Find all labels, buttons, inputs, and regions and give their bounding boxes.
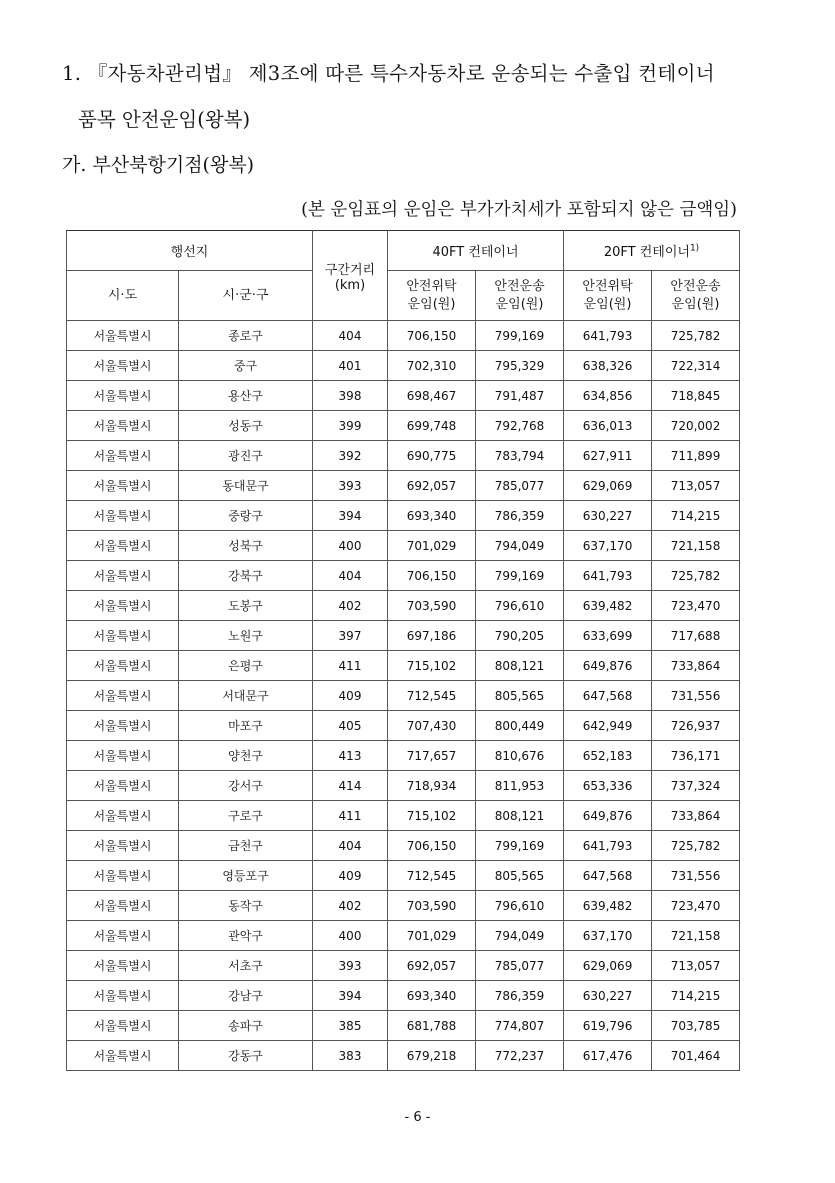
cell-20ft-consign: 641,793 (564, 831, 652, 861)
table-row (67, 561, 740, 591)
cell-20ft-consign: 637,170 (564, 921, 652, 951)
cell-20ft-consign: 637,170 (564, 531, 652, 561)
cell-40ft-consign: 712,545 (388, 681, 476, 711)
table-row (67, 411, 740, 441)
header-consign-l2: 운임(원) (583, 296, 632, 312)
cell-sigungu: 서대문구 (179, 681, 313, 711)
page-number: - 6 - (404, 1110, 431, 1125)
cell-sido: 서울특별시 (67, 921, 179, 951)
cell-sido: 서울특별시 (67, 681, 179, 711)
cell-40ft-transport: 799,169 (476, 321, 564, 351)
cell-20ft-consign: 617,476 (564, 1041, 652, 1071)
table-row (67, 471, 740, 501)
cell-40ft-consign: 692,057 (388, 471, 476, 501)
cell-40ft-transport: 808,121 (476, 801, 564, 831)
cell-40ft-consign: 701,029 (388, 531, 476, 561)
cell-distance: 405 (313, 711, 388, 741)
cell-sigungu: 마포구 (179, 711, 313, 741)
cell-20ft-transport: 731,556 (652, 861, 740, 891)
table-row (67, 711, 740, 741)
cell-distance: 404 (313, 561, 388, 591)
vat-note: (본 운임표의 운임은 부가가치세가 포함되지 않은 금액임) (301, 200, 737, 220)
cell-sigungu: 강북구 (179, 561, 313, 591)
table-row (67, 1041, 740, 1071)
cell-40ft-consign: 702,310 (388, 351, 476, 381)
document-title-line1: 1. 『자동차관리법』 제3조에 따른 특수자동차로 운송되는 수출입 컨테이너 (62, 62, 715, 85)
cell-sido: 서울특별시 (67, 1041, 179, 1071)
cell-20ft-consign: 649,876 (564, 801, 652, 831)
section-heading: 가. 부산북항기점(왕복) (62, 154, 255, 176)
cell-sigungu: 관악구 (179, 921, 313, 951)
cell-sido: 서울특별시 (67, 441, 179, 471)
cell-20ft-transport: 733,864 (652, 651, 740, 681)
cell-20ft-transport: 718,845 (652, 381, 740, 411)
cell-40ft-consign: 693,340 (388, 501, 476, 531)
table-row (67, 531, 740, 561)
header-destination: 행선지 (67, 231, 313, 271)
cell-sido: 서울특별시 (67, 981, 179, 1011)
table-row (67, 501, 740, 531)
cell-20ft-consign: 619,796 (564, 1011, 652, 1041)
cell-distance: 393 (313, 951, 388, 981)
table-row (67, 381, 740, 411)
cell-40ft-consign: 701,029 (388, 921, 476, 951)
cell-distance: 409 (313, 681, 388, 711)
cell-20ft-consign: 641,793 (564, 321, 652, 351)
table-row (67, 891, 740, 921)
cell-20ft-consign: 652,183 (564, 741, 652, 771)
table-row (67, 681, 740, 711)
cell-40ft-consign: 699,748 (388, 411, 476, 441)
cell-20ft-consign: 653,336 (564, 771, 652, 801)
cell-20ft-transport: 713,057 (652, 471, 740, 501)
cell-sigungu: 성동구 (179, 411, 313, 441)
cell-20ft-transport: 725,782 (652, 321, 740, 351)
cell-40ft-consign: 706,150 (388, 321, 476, 351)
cell-40ft-transport: 772,237 (476, 1041, 564, 1071)
cell-20ft-transport: 714,215 (652, 501, 740, 531)
cell-40ft-consign: 715,102 (388, 651, 476, 681)
cell-20ft-transport: 722,314 (652, 351, 740, 381)
cell-20ft-transport: 725,782 (652, 561, 740, 591)
header-40ft-consign (388, 271, 476, 321)
cell-sigungu: 동대문구 (179, 471, 313, 501)
table-row (67, 801, 740, 831)
cell-distance: 399 (313, 411, 388, 441)
cell-sido: 서울특별시 (67, 651, 179, 681)
cell-20ft-consign: 634,856 (564, 381, 652, 411)
table-row (67, 351, 740, 381)
header-20ft-transport (652, 271, 740, 321)
cell-sigungu: 중구 (179, 351, 313, 381)
cell-20ft-transport: 717,688 (652, 621, 740, 651)
cell-20ft-transport: 711,899 (652, 441, 740, 471)
table-row (67, 1011, 740, 1041)
cell-distance: 402 (313, 591, 388, 621)
cell-distance: 414 (313, 771, 388, 801)
table-row (67, 321, 740, 351)
cell-20ft-transport: 723,470 (652, 591, 740, 621)
cell-20ft-transport: 726,937 (652, 711, 740, 741)
cell-40ft-consign: 717,657 (388, 741, 476, 771)
table-row (67, 981, 740, 1011)
header-20ft (564, 231, 740, 271)
header-distance (313, 231, 388, 321)
cell-sido: 서울특별시 (67, 561, 179, 591)
cell-distance: 411 (313, 801, 388, 831)
cell-40ft-consign: 697,186 (388, 621, 476, 651)
cell-sigungu: 강동구 (179, 1041, 313, 1071)
cell-sido: 서울특별시 (67, 741, 179, 771)
cell-distance: 385 (313, 1011, 388, 1041)
cell-40ft-consign: 690,775 (388, 441, 476, 471)
cell-40ft-transport: 800,449 (476, 711, 564, 741)
cell-distance: 393 (313, 471, 388, 501)
cell-40ft-transport: 792,768 (476, 411, 564, 441)
cell-40ft-transport: 810,676 (476, 741, 564, 771)
cell-40ft-transport: 783,794 (476, 441, 564, 471)
cell-40ft-consign: 712,545 (388, 861, 476, 891)
cell-20ft-transport: 725,782 (652, 831, 740, 861)
cell-sigungu: 송파구 (179, 1011, 313, 1041)
rate-table-body (67, 321, 740, 1071)
cell-sido: 서울특별시 (67, 951, 179, 981)
cell-sigungu: 강남구 (179, 981, 313, 1011)
cell-40ft-transport: 790,205 (476, 621, 564, 651)
table-row (67, 831, 740, 861)
header-sigungu: 시·군·구 (179, 271, 313, 321)
freight-rate-table (66, 230, 740, 1071)
header-20ft-label: 20FT 컨테이너 (603, 245, 690, 260)
cell-sido: 서울특별시 (67, 381, 179, 411)
cell-sigungu: 동작구 (179, 891, 313, 921)
cell-20ft-consign: 642,949 (564, 711, 652, 741)
cell-sido: 서울특별시 (67, 531, 179, 561)
cell-sigungu: 강서구 (179, 771, 313, 801)
header-sido: 시·도 (67, 271, 179, 321)
cell-distance: 392 (313, 441, 388, 471)
header-consign-l1: 안전위탁 (582, 278, 633, 294)
table-row (67, 771, 740, 801)
cell-distance: 409 (313, 861, 388, 891)
table-row (67, 741, 740, 771)
cell-sido: 서울특별시 (67, 501, 179, 531)
table-row (67, 441, 740, 471)
cell-40ft-transport: 799,169 (476, 561, 564, 591)
cell-20ft-consign: 647,568 (564, 861, 652, 891)
cell-sigungu: 성북구 (179, 531, 313, 561)
cell-distance: 413 (313, 741, 388, 771)
cell-40ft-transport: 808,121 (476, 651, 564, 681)
cell-20ft-transport: 713,057 (652, 951, 740, 981)
cell-distance: 394 (313, 981, 388, 1011)
table-row (67, 861, 740, 891)
cell-40ft-transport: 796,610 (476, 591, 564, 621)
cell-40ft-consign: 679,218 (388, 1041, 476, 1071)
cell-40ft-consign: 693,340 (388, 981, 476, 1011)
cell-20ft-transport: 714,215 (652, 981, 740, 1011)
cell-sigungu: 중랑구 (179, 501, 313, 531)
cell-distance: 398 (313, 381, 388, 411)
cell-distance: 397 (313, 621, 388, 651)
cell-sigungu: 금천구 (179, 831, 313, 861)
cell-sigungu: 종로구 (179, 321, 313, 351)
cell-20ft-transport: 731,556 (652, 681, 740, 711)
header-20ft-consign (564, 271, 652, 321)
cell-20ft-consign: 629,069 (564, 471, 652, 501)
cell-40ft-transport: 805,565 (476, 861, 564, 891)
header-consign-l1: 안전위탁 (406, 278, 457, 294)
header-40ft: 40FT 컨테이너 (388, 231, 564, 271)
cell-sigungu: 은평구 (179, 651, 313, 681)
cell-sido: 서울특별시 (67, 831, 179, 861)
cell-40ft-consign: 703,590 (388, 891, 476, 921)
header-transport-l1: 안전운송 (494, 278, 545, 294)
cell-40ft-transport: 799,169 (476, 831, 564, 861)
table-row (67, 951, 740, 981)
cell-20ft-consign: 627,911 (564, 441, 652, 471)
cell-sigungu: 광진구 (179, 441, 313, 471)
cell-sido: 서울특별시 (67, 801, 179, 831)
cell-40ft-transport: 774,807 (476, 1011, 564, 1041)
cell-sido: 서울특별시 (67, 471, 179, 501)
cell-20ft-consign: 630,227 (564, 981, 652, 1011)
cell-sigungu: 양천구 (179, 741, 313, 771)
cell-sigungu: 구로구 (179, 801, 313, 831)
cell-sigungu: 서초구 (179, 951, 313, 981)
header-consign-l2: 운임(원) (407, 296, 456, 312)
cell-20ft-consign: 639,482 (564, 591, 652, 621)
header-transport-l2: 운임(원) (671, 296, 720, 312)
cell-40ft-transport: 794,049 (476, 531, 564, 561)
cell-20ft-transport: 721,158 (652, 921, 740, 951)
cell-20ft-transport: 701,464 (652, 1041, 740, 1071)
cell-sido: 서울특별시 (67, 591, 179, 621)
cell-distance: 404 (313, 321, 388, 351)
cell-20ft-consign: 638,326 (564, 351, 652, 381)
header-40ft-transport (476, 271, 564, 321)
cell-20ft-consign: 649,876 (564, 651, 652, 681)
cell-20ft-transport: 736,171 (652, 741, 740, 771)
cell-40ft-consign: 698,467 (388, 381, 476, 411)
cell-distance: 404 (313, 831, 388, 861)
cell-20ft-transport: 733,864 (652, 801, 740, 831)
header-transport-l1: 안전운송 (670, 278, 721, 294)
cell-distance: 401 (313, 351, 388, 381)
cell-40ft-consign: 718,934 (388, 771, 476, 801)
document-title-line2: 품목 안전운임(왕복) (78, 108, 251, 131)
header-transport-l2: 운임(원) (495, 296, 544, 312)
cell-40ft-consign: 706,150 (388, 561, 476, 591)
table-row (67, 651, 740, 681)
cell-20ft-consign: 629,069 (564, 951, 652, 981)
cell-40ft-transport: 786,359 (476, 501, 564, 531)
table-row (67, 591, 740, 621)
cell-sido: 서울특별시 (67, 891, 179, 921)
cell-sido: 서울특별시 (67, 351, 179, 381)
cell-distance: 400 (313, 921, 388, 951)
cell-40ft-consign: 706,150 (388, 831, 476, 861)
cell-40ft-transport: 796,610 (476, 891, 564, 921)
cell-20ft-consign: 630,227 (564, 501, 652, 531)
table-row (67, 921, 740, 951)
cell-40ft-transport: 794,049 (476, 921, 564, 951)
cell-20ft-transport: 737,324 (652, 771, 740, 801)
cell-40ft-transport: 805,565 (476, 681, 564, 711)
cell-40ft-transport: 785,077 (476, 951, 564, 981)
cell-40ft-transport: 785,077 (476, 471, 564, 501)
cell-20ft-transport: 720,002 (652, 411, 740, 441)
cell-distance: 400 (313, 531, 388, 561)
cell-distance: 411 (313, 651, 388, 681)
cell-distance: 383 (313, 1041, 388, 1071)
header-distance-label: 구간거리 (324, 262, 376, 278)
cell-40ft-transport: 795,329 (476, 351, 564, 381)
cell-sigungu: 용산구 (179, 381, 313, 411)
cell-distance: 394 (313, 501, 388, 531)
cell-sigungu: 도봉구 (179, 591, 313, 621)
cell-sido: 서울특별시 (67, 411, 179, 441)
cell-40ft-transport: 791,487 (476, 381, 564, 411)
cell-20ft-consign: 633,699 (564, 621, 652, 651)
header-distance-unit: (km) (334, 277, 366, 293)
cell-sigungu: 노원구 (179, 621, 313, 651)
cell-20ft-transport: 723,470 (652, 891, 740, 921)
cell-sido: 서울특별시 (67, 711, 179, 741)
cell-40ft-transport: 811,953 (476, 771, 564, 801)
header-20ft-footnote: 1) (689, 243, 700, 254)
cell-20ft-consign: 647,568 (564, 681, 652, 711)
cell-20ft-consign: 636,013 (564, 411, 652, 441)
cell-40ft-consign: 707,430 (388, 711, 476, 741)
cell-sido: 서울특별시 (67, 861, 179, 891)
cell-sido: 서울특별시 (67, 321, 179, 351)
cell-40ft-consign: 703,590 (388, 591, 476, 621)
cell-sigungu: 영등포구 (179, 861, 313, 891)
cell-20ft-consign: 641,793 (564, 561, 652, 591)
cell-sido: 서울특별시 (67, 621, 179, 651)
cell-20ft-transport: 703,785 (652, 1011, 740, 1041)
cell-40ft-transport: 786,359 (476, 981, 564, 1011)
cell-20ft-consign: 639,482 (564, 891, 652, 921)
table-row (67, 621, 740, 651)
cell-sido: 서울특별시 (67, 771, 179, 801)
cell-40ft-consign: 692,057 (388, 951, 476, 981)
cell-sido: 서울특별시 (67, 1011, 179, 1041)
cell-distance: 402 (313, 891, 388, 921)
cell-20ft-transport: 721,158 (652, 531, 740, 561)
cell-40ft-consign: 681,788 (388, 1011, 476, 1041)
cell-40ft-consign: 715,102 (388, 801, 476, 831)
